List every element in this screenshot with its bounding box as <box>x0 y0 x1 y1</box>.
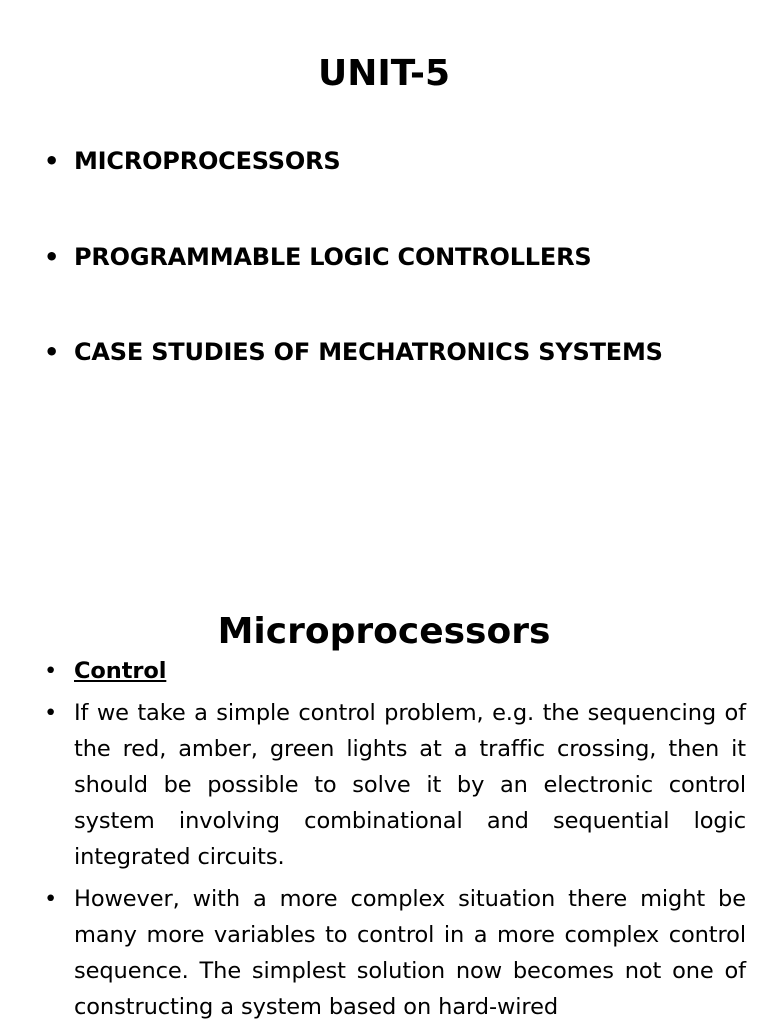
bullet-icon: • <box>44 147 60 175</box>
bullet-icon: • <box>44 338 60 366</box>
topic-label: MICROPROCESSORS <box>74 147 341 175</box>
paragraph-item <box>0 695 768 875</box>
topic-item-case-studies <box>0 335 768 369</box>
topic-label: PROGRAMMABLE LOGIC CONTROLLERS <box>74 242 592 271</box>
topic-item-microprocessors <box>0 144 768 178</box>
bullet-icon: • <box>44 658 58 684</box>
topic-item-plc <box>0 240 768 274</box>
paragraph-text: However, with a more complex situation there might be many more variables to control in a more complex control sequence. The simplest solution now becomes not one of constructing a system based on hard-wired <box>74 886 746 1020</box>
bullet-icon: • <box>44 700 58 726</box>
slide-microprocessors <box>0 580 768 1024</box>
topic-label: CASE STUDIES OF MECHATRONICS SYSTEMS <box>74 338 663 366</box>
slide-title: Microprocessors <box>217 611 551 652</box>
topic-list <box>0 144 768 431</box>
bullet-icon: • <box>44 242 60 271</box>
slide-unit-5 <box>0 0 768 440</box>
paragraph-text: If we take a simple control problem, e.g. the sequencing of the red, amber, green lights at a traffic crossing, then it should be possible to solve it by an electronic control system involving combinational and sequential logic integrated circuits. <box>74 700 746 870</box>
heading-label: Control <box>74 658 167 684</box>
paragraph-item <box>0 881 768 1024</box>
section-heading-control <box>0 653 768 689</box>
content-list <box>0 653 768 1024</box>
slide-title: UNIT-5 <box>317 53 450 94</box>
bullet-icon: • <box>44 886 58 912</box>
